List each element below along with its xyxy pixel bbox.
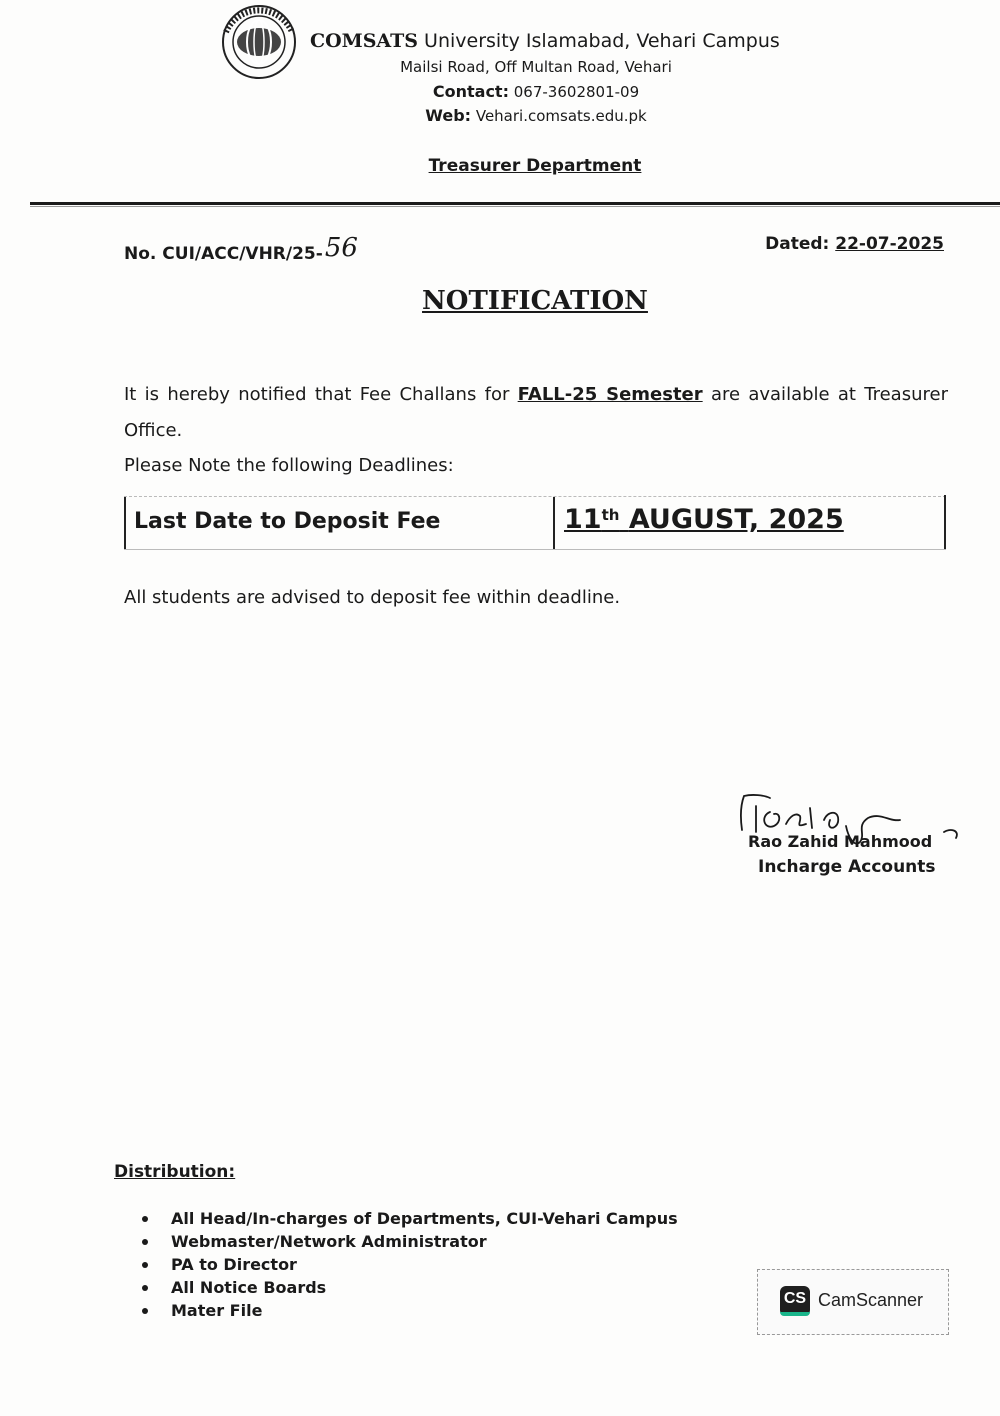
- list-item: All Notice Boards: [140, 1276, 678, 1299]
- distribution-list: [140, 1207, 678, 1322]
- comsats-logo: [212, 2, 306, 82]
- list-item: Mater File: [140, 1299, 678, 1322]
- contact-line: Contact: 067-3602801-09: [432, 82, 640, 101]
- notice-paragraph: It is hereby notified that Fee Challans for FALL-25 Semester are available at Treasurer Office.: [124, 384, 948, 441]
- list-item: Webmaster/Network Administrator: [140, 1230, 678, 1253]
- camscanner-label: CamScanner: [818, 1290, 924, 1310]
- camscanner-watermark: [757, 1269, 949, 1335]
- department-name: Treasurer Department: [428, 156, 642, 176]
- semester-emphasis: FALL-25 Semester: [517, 384, 703, 405]
- distribution-heading: Distribution:: [114, 1162, 236, 1182]
- date-line: Dated: 22-07-2025: [765, 234, 944, 254]
- list-item: All Head/In-charges of Departments, CUI-Vehari Campus: [140, 1207, 678, 1230]
- deadlines-intro: Please Note the following Deadlines:: [124, 455, 454, 476]
- page-title: NOTIFICATION: [422, 286, 648, 316]
- campus-address: Mailsi Road, Off Multan Road, Vehari: [400, 58, 672, 76]
- list-item: PA to Director: [140, 1253, 678, 1276]
- handwritten-number: 56: [324, 233, 358, 263]
- signatory-name: Rao Zahid Mahmood: [748, 832, 933, 851]
- deadline-date: 11th AUGUST, 2025: [564, 504, 844, 535]
- bullet-icon: [142, 1308, 148, 1314]
- camscanner-logo-icon: CS: [780, 1286, 810, 1316]
- signatory-designation: Incharge Accounts: [758, 857, 936, 877]
- header-divider-thin: [30, 206, 1000, 207]
- bullet-icon: [142, 1239, 148, 1245]
- reference-number: No. CUI/ACC/VHR/25-56: [124, 233, 358, 264]
- bullet-icon: [142, 1285, 148, 1291]
- web-line: Web: Vehari.comsats.edu.pk: [425, 106, 647, 125]
- deadline-table: [124, 496, 946, 550]
- advice-paragraph: All students are advised to deposit fee within deadline.: [124, 587, 621, 608]
- header-divider: [30, 202, 1000, 205]
- bullet-icon: [142, 1216, 148, 1222]
- university-name: COMSATS University Islamabad, Vehari Campus: [310, 30, 780, 52]
- deadline-label: Last Date to Deposit Fee: [134, 509, 441, 534]
- bullet-icon: [142, 1262, 148, 1268]
